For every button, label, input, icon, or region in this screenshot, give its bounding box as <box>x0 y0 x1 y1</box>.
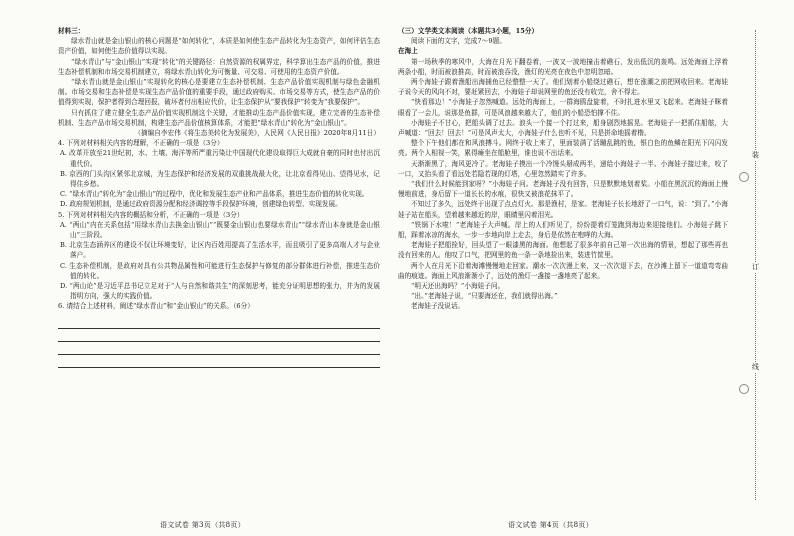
paragraph: “绿水青山”与“金山银山”实现“转化”的关键路径：自然资源的权属界定，科学算出生态产品的价值，推进生态补偿机制和市场交易机制建立，将绿水青山转化为可衡量、可交易、可使用的生态资产价值。 <box>58 57 380 76</box>
question-4-stem: 4. 下列对材料相关内容的理解，不正确的一项是（3分） <box>58 139 224 148</box>
answer-lines <box>58 318 380 368</box>
question-4-option-a: A. 改革开放至21世纪初，水、土壤、海洋等所严重污染让中国现代化建设取得巨大成就自豪的同时也付出沉重代价。 <box>60 149 380 168</box>
story-title: 在海上 <box>398 47 418 56</box>
right-page <box>398 26 728 516</box>
answer-line[interactable] <box>58 331 380 342</box>
paragraph: “出。”老海娃子说，“只要海还在，我们就得出海。” <box>411 292 558 301</box>
paragraph: “快看那边！”小海娃子忽然喊道。远处的海面上，一群海鸥盘旋着，不时扎进水里又飞起来。老海娃子眯着眼看了一会儿，说那是鱼群，可是风浪越来越大了，他们的小船恐怕撑不住。 <box>398 98 728 117</box>
paragraph: 天渐渐黑了，海风更冷了。老海娃子摸出一个冷馒头掰成两半，递给小海娃子一半。小海娃子接过来，咬了一口，又抬头看了看远处若隐若现的灯塔，心里忽然踏实了许多。 <box>398 159 728 178</box>
paragraph: “绿水青山就是金山银山”实现转化的核心是要建立生态补偿机制、生态产品价值实现机制与绿色金融机制。市场交易和生态补偿是实现生态产品价值的重要手段，通过政府购买、市场交易等方式，使生态产品的价值得到实现，保护者得到合理回报，破坏者付出相应代价，让生态保护从“要我保护”转变为“我要保护”。 <box>58 78 380 107</box>
paragraph: “明天还出海吗？”小海娃子问。 <box>411 282 505 291</box>
question-6-stem: 6. 请结合上述材料，阐述“绿水青山”和“金山银山”的关系。（6分） <box>58 302 254 311</box>
instruction: 阅读下面的文字，完成7～9题。 <box>411 37 506 46</box>
answer-line[interactable] <box>58 344 380 355</box>
question-5-stem: 5. 下列对材料相关内容的概括和分析，不正确的一项是（3分） <box>58 210 244 219</box>
paragraph: “我们什么时候能到家呀？”小海娃子问。老海娃子没有回答，只是默默地划着桨。小船在黑沉沉的海面上慢慢地前进，身后留下一道长长的水痕，很快又被浪花抹平了。 <box>398 180 728 199</box>
paragraph: 不知过了多久，远处终于出现了点点灯火。那是渔村，是家。老海娃子长长地舒了一口气，说：“到了。”小海娃子站在船头，望着越来越近的岸，眼睛里闪着泪光。 <box>398 200 728 219</box>
question-4-option-d: D. 政府规划机制，是通过政府资源分配和经济调控等手段保护环境，创建绿色转型、实现发展。 <box>60 200 342 209</box>
question-5-option-a: A. “两山”内在关系包括“用绿水青山去换金山银山”“既要金山银山也要绿水青山”“绿水青山本身就是金山银山”三阶段。 <box>60 220 380 240</box>
left-page <box>58 26 380 516</box>
paragraph: “铁锅下水啦！”老海娃子大声喊。岸上的人们听见了，纷纷提着灯笼跑到海边来迎接他们。小海娃子跳下船，踩着冰凉的海水，一步一步地向岸上走去，身后是依然在咆哮的大海。 <box>398 220 728 240</box>
paragraph: 小海娃子不甘心，把船头调了过去。浪头一个接一个打过来，船身剧烈地摇晃。老海娃子一把抓住船舷，大声喊道：“回去！回去！”可是风声太大，小海娃子什么也听不见，只是拼命地摇着橹。 <box>398 118 728 138</box>
page-footer-left: 语文试卷 第3页（共8页） <box>160 521 246 529</box>
binding-mark: 装 <box>752 151 759 159</box>
source-citation: （摘编自李宏伟《将生态美转化为发展美》，人民网《人民日报》2020年8月11日） <box>134 129 380 138</box>
binding-mark: 线 <box>752 363 759 371</box>
binding-mark: 订 <box>752 263 759 271</box>
last-line: 老海娃子没说话。 <box>411 302 465 311</box>
answer-line[interactable] <box>58 318 380 329</box>
question-5-option-b: B. 北京生态涵养区的建设不仅让环境变好，让区内百姓用提高了生活水平，而且吸引了更多高端人才与企业落户。 <box>60 241 380 260</box>
page-footer-right: 语文试卷 第4页（共8页） <box>508 521 594 529</box>
answer-line[interactable] <box>58 357 380 368</box>
paragraph: 老海娃子把船拴好，回头望了一眼漆黑的海面。他想起了很多年前自己第一次出海的情景，想起了那些再也没有回来的人。他叹了口气，把网里的鱼一条一条地捡出来，装进竹筐里。 <box>398 241 728 260</box>
paragraph: 绿水青山就是金山银山的核心问题是“如何转化”，本质是如何使生态产品转化为生态资产，如何评估生态资产价值，如何使生态价值得以实现。 <box>58 37 380 56</box>
paragraph: 第一场秋季的寒风中，大海在月光下翻卷着，一波又一波地撞击着礁石，发出低沉的轰鸣。远处海面上浮着两条小船，时而被浪推高，时而被浪吞没，渔灯的光亮在夜色中忽明忽暗。 <box>398 57 728 76</box>
paragraph: 两个海娃子跟着渔船出海捕鱼已经整整一天了。他们划着小船绕过礁石，想在涨潮之前把网收回来。老海娃子说今天的风向不对，要赶紧回去，小海娃子却说网里的鱼还没有收完，舍不得走。 <box>398 78 728 97</box>
question-4-option-c: C. “绿水青山”转化为“金山银山”的过程中，优化和发展生态产业和产品体系，推进生态价值的转化实现。 <box>60 190 369 199</box>
paragraph: 整个下午他们都在和风浪搏斗。网终于收上来了，里面装满了活蹦乱跳的鱼，银白色的鱼鳞在阳光下闪闪发亮。两个人相视一笑，累得瘫坐在船舱里，谁也说不出话来。 <box>398 139 728 158</box>
paragraph: 只有抓住了建立健全生态产品价值实现机制这个关键，才能推动生态产品价值实现，建立完善的生态补偿机制、生态产品市场交易机制，构建生态产品价值核算体系，才能把“绿水青山”转化为“金山银山”。 <box>58 108 380 127</box>
question-5-option-c: C. 生态补偿机制，是政府对具有公共物品属性和可能进行生态保护与修复的部分群体进行补偿，推进生态价值的转化。 <box>60 261 380 280</box>
paragraph: 两个人在月光下沿着海滩慢慢地走回家。潮水一次次漫上来，又一次次退下去，在沙滩上留下一道道弯弯曲曲的痕迹。海面上风浪渐渐小了，远处的渔灯一盏接一盏地亮了起来。 <box>398 261 728 280</box>
question-5-option-d: D. “两山论”是习近平总书记立足对于“人与自然和谐共生”的深刻思考，能充分证明思想的张力，并为的发展指明方向，强大的实践价值。 <box>60 282 380 301</box>
section-heading: （三）文学类文本阅读（本题共3小题，15分） <box>398 27 539 35</box>
binding-hole-icon <box>739 384 749 394</box>
binding-hole-icon <box>739 172 749 182</box>
question-4-option-b: B. 京西的门头沟区紧邻北京城，为生态保护和经济发展的双重挑战最大化，让北京看得见山、望得见水，记得住乡愁。 <box>60 169 380 189</box>
material-heading: 材料三： <box>58 27 85 35</box>
